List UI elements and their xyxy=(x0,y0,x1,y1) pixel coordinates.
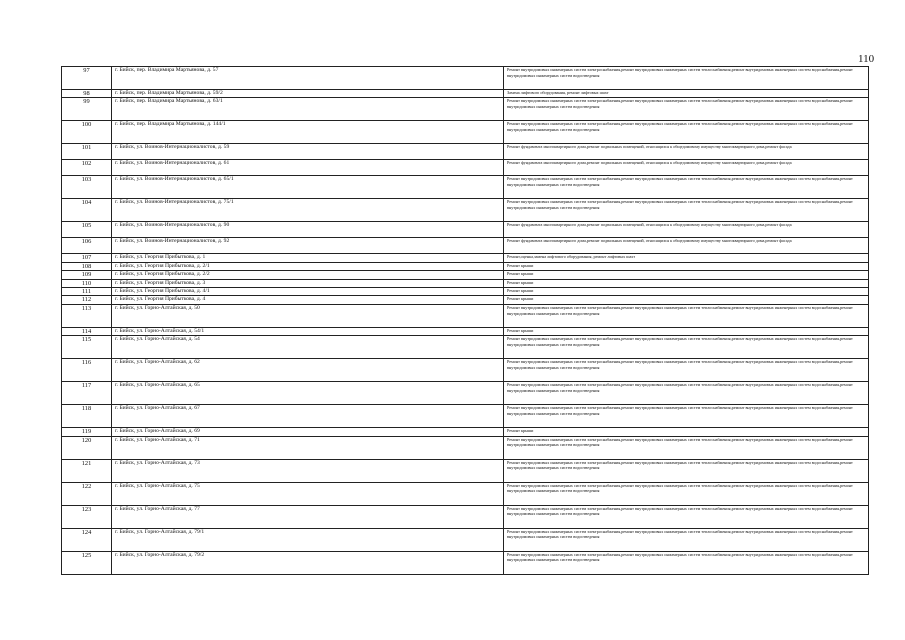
row-number: 106 xyxy=(62,238,112,254)
table-row xyxy=(62,176,869,199)
work-type-cell: Ремонт фундамента многоквартирного дома,ремонт подвальных помещений, относящихся к общедомовому имуществу многоквартирного дома,ремонт фасада xyxy=(504,238,869,254)
work-type-cell: Ремонт фундамента многоквартирного дома,ремонт подвальных помещений, относящихся к общедомовому имуществу многоквартирного дома,ремонт фасада xyxy=(504,222,869,238)
table-row xyxy=(62,271,869,279)
row-number: 100 xyxy=(62,121,112,144)
row-number: 108 xyxy=(62,262,112,270)
row-number: 107 xyxy=(62,254,112,262)
work-type-cell: Ремонт внутридомовых инженерных систем электроснабжения,ремонт внутридомовых инженерных систем теплоснабжения,ремонт внутридомовых инженерных систем водоснабжения,ремонт внутридомовых инженерных систем водоотведения xyxy=(504,528,869,551)
row-number: 114 xyxy=(62,327,112,335)
work-type-cell: Ремонт внутридомовых инженерных систем электроснабжения,ремонт внутридомовых инженерных систем теплоснабжения,ремонт внутридомовых инженерных систем водоснабжения,ремонт внутридомовых инженерных систем водоотведения xyxy=(504,482,869,505)
address-cell: г. Бийск, ул. Горно-Алтайская, д. 73 xyxy=(112,459,504,482)
row-number: 112 xyxy=(62,296,112,304)
address-cell: г. Бийск, ул. Горно-Алтайская, д. 71 xyxy=(112,436,504,459)
work-type-cell: Ремонт фундамента многоквартирного дома,ремонт подвальных помещений, относящихся к общедомовому имуществу многоквартирного дома,ремонт фасада xyxy=(504,144,869,160)
row-number: 104 xyxy=(62,199,112,222)
table-row xyxy=(62,428,869,436)
row-number: 117 xyxy=(62,382,112,405)
row-number: 120 xyxy=(62,436,112,459)
row-number: 123 xyxy=(62,505,112,528)
row-number: 116 xyxy=(62,359,112,382)
table-row xyxy=(62,67,869,90)
row-number: 113 xyxy=(62,304,112,327)
table-row xyxy=(62,160,869,176)
table-row xyxy=(62,222,869,238)
address-cell: г. Бийск, ул. Воинов-Интернационалистов, д. 75/1 xyxy=(112,199,504,222)
address-cell: г. Бийск, ул. Воинов-Интернационалистов, д. 92 xyxy=(112,238,504,254)
table-row xyxy=(62,528,869,551)
table-row xyxy=(62,199,869,222)
address-cell: г. Бийск, ул. Георгия Прибыткова, д. 4/1 xyxy=(112,288,504,296)
table-row xyxy=(62,459,869,482)
row-number: 110 xyxy=(62,279,112,287)
work-type-cell: Ремонт крыши xyxy=(504,288,869,296)
row-number: 98 xyxy=(62,90,112,98)
row-number: 121 xyxy=(62,459,112,482)
work-type-cell: Ремонт,оценка,замена лифтового оборудования, ремонт лифтовых шахт xyxy=(504,254,869,262)
work-type-cell: Ремонт крыши xyxy=(504,296,869,304)
work-type-cell: Ремонт внутридомовых инженерных систем электроснабжения,ремонт внутридомовых инженерных систем теплоснабжения,ремонт внутридомовых инженерных систем водоснабжения,ремонт внутридомовых инженерных систем водоотведения xyxy=(504,459,869,482)
address-cell: г. Бийск, ул. Георгия Прибыткова, д. 2/1 xyxy=(112,262,504,270)
row-number: 102 xyxy=(62,160,112,176)
address-cell: г. Бийск, ул. Горно-Алтайская, д. 69 xyxy=(112,428,504,436)
table-row xyxy=(62,98,869,121)
work-type-cell: Ремонт внутридомовых инженерных систем электроснабжения,ремонт внутридомовых инженерных систем теплоснабжения,ремонт внутридомовых инженерных систем водоснабжения,ремонт внутридомовых инженерных систем водоотведения xyxy=(504,98,869,121)
table-row xyxy=(62,296,869,304)
table-row xyxy=(62,238,869,254)
address-cell: г. Бийск, ул. Воинов-Интернационалистов, д. 61 xyxy=(112,160,504,176)
address-cell: г. Бийск, ул. Горно-Алтайская, д. 79/1 xyxy=(112,528,504,551)
address-cell: г. Бийск, ул. Георгия Прибыткова, д. 2/2 xyxy=(112,271,504,279)
table-row xyxy=(62,482,869,505)
table-row xyxy=(62,144,869,160)
work-type-cell: Ремонт внутридомовых инженерных систем электроснабжения,ремонт внутридомовых инженерных систем теплоснабжения,ремонт внутридомовых инженерных систем водоснабжения,ремонт внутридомовых инженерных систем водоотведения xyxy=(504,304,869,327)
row-number: 124 xyxy=(62,528,112,551)
table-row xyxy=(62,436,869,459)
address-cell: г. Бийск, пер. Владимира Мартьянова, д. 59/2 xyxy=(112,90,504,98)
work-type-cell: Ремонт крыши xyxy=(504,327,869,335)
register-body xyxy=(62,67,869,575)
address-cell: г. Бийск, ул. Горно-Алтайская, д. 62 xyxy=(112,359,504,382)
work-type-cell: Ремонт внутридомовых инженерных систем электроснабжения,ремонт внутридомовых инженерных систем теплоснабжения,ремонт внутридомовых инженерных систем водоснабжения,ремонт внутридомовых инженерных систем водоотведения xyxy=(504,176,869,199)
work-type-cell: Ремонт внутридомовых инженерных систем электроснабжения,ремонт внутридомовых инженерных систем теплоснабжения,ремонт внутридомовых инженерных систем водоснабжения,ремонт внутридомовых инженерных систем водоотведения xyxy=(504,551,869,574)
work-type-cell: Ремонт внутридомовых инженерных систем электроснабжения,ремонт внутридомовых инженерных систем теплоснабжения,ремонт внутридомовых инженерных систем водоснабжения,ремонт внутридомовых инженерных систем водоотведения xyxy=(504,505,869,528)
table-row xyxy=(62,505,869,528)
row-number: 119 xyxy=(62,428,112,436)
row-number: 111 xyxy=(62,288,112,296)
row-number: 105 xyxy=(62,222,112,238)
address-cell: г. Бийск, ул. Георгия Прибыткова, д. 3 xyxy=(112,279,504,287)
address-cell: г. Бийск, ул. Воинов-Интернационалистов, д. 65/1 xyxy=(112,176,504,199)
table-row xyxy=(62,262,869,270)
address-cell: г. Бийск, ул. Горно-Алтайская, д. 77 xyxy=(112,505,504,528)
table-row xyxy=(62,279,869,287)
address-cell: г. Бийск, ул. Горно-Алтайская, д. 54/1 xyxy=(112,327,504,335)
table-row xyxy=(62,304,869,327)
work-type-cell: Ремонт внутридомовых инженерных систем электроснабжения,ремонт внутридомовых инженерных систем теплоснабжения,ремонт внутридомовых инженерных систем водоснабжения,ремонт внутридомовых инженерных систем водоотведения xyxy=(504,199,869,222)
address-cell: г. Бийск, ул. Георгия Прибыткова, д. 1 xyxy=(112,254,504,262)
work-type-cell: Ремонт крыши xyxy=(504,428,869,436)
row-number: 101 xyxy=(62,144,112,160)
row-number: 97 xyxy=(62,67,112,90)
table-row xyxy=(62,327,869,335)
work-type-cell: Ремонт крыши xyxy=(504,271,869,279)
repair-register-table xyxy=(61,66,869,575)
work-type-cell: Ремонт фундамента многоквартирного дома,ремонт подвальных помещений, относящихся к общедомовому имуществу многоквартирного дома,ремонт фасада xyxy=(504,160,869,176)
work-type-cell: Ремонт внутридомовых инженерных систем электроснабжения,ремонт внутридомовых инженерных систем теплоснабжения,ремонт внутридомовых инженерных систем водоснабжения,ремонт внутридомовых инженерных систем водоотведения xyxy=(504,67,869,90)
work-type-cell: Ремонт крыши xyxy=(504,279,869,287)
row-number: 125 xyxy=(62,551,112,574)
address-cell: г. Бийск, пер. Владимира Мартьянова, д. 63/1 xyxy=(112,98,504,121)
address-cell: г. Бийск, ул. Воинов-Интернационалистов, д. 59 xyxy=(112,144,504,160)
work-type-cell: Ремонт внутридомовых инженерных систем электроснабжения,ремонт внутридомовых инженерных систем теплоснабжения,ремонт внутридомовых инженерных систем водоснабжения,ремонт внутридомовых инженерных систем водоотведения xyxy=(504,121,869,144)
address-cell: г. Бийск, ул. Горно-Алтайская, д. 67 xyxy=(112,405,504,428)
row-number: 99 xyxy=(62,98,112,121)
table-row xyxy=(62,288,869,296)
work-type-cell: Ремонт внутридомовых инженерных систем электроснабжения,ремонт внутридомовых инженерных систем теплоснабжения,ремонт внутридомовых инженерных систем водоснабжения,ремонт внутридомовых инженерных систем водоотведения xyxy=(504,336,869,359)
address-cell: г. Бийск, ул. Горно-Алтайская, д. 79/2 xyxy=(112,551,504,574)
work-type-cell: Ремонт внутридомовых инженерных систем электроснабжения,ремонт внутридомовых инженерных систем теплоснабжения,ремонт внутридомовых инженерных систем водоснабжения,ремонт внутридомовых инженерных систем водоотведения xyxy=(504,359,869,382)
address-cell: г. Бийск, ул. Горно-Алтайская, д. 75 xyxy=(112,482,504,505)
work-type-cell: Ремонт внутридомовых инженерных систем электроснабжения,ремонт внутридомовых инженерных систем теплоснабжения,ремонт внутридомовых инженерных систем водоснабжения,ремонт внутридомовых инженерных систем водоотведения xyxy=(504,405,869,428)
address-cell: г. Бийск, ул. Горно-Алтайская, д. 65 xyxy=(112,382,504,405)
work-type-cell: Замена лифтового оборудования, ремонт лифтовых шахт xyxy=(504,90,869,98)
row-number: 122 xyxy=(62,482,112,505)
table-row xyxy=(62,551,869,574)
table-row xyxy=(62,405,869,428)
address-cell: г. Бийск, ул. Горно-Алтайская, д. 54 xyxy=(112,336,504,359)
table-row xyxy=(62,90,869,98)
page-number: 110 xyxy=(858,53,875,65)
table-row xyxy=(62,382,869,405)
table-row xyxy=(62,336,869,359)
table-row xyxy=(62,121,869,144)
address-cell: г. Бийск, пер. Владимира Мартьянова, д. 57 xyxy=(112,67,504,90)
address-cell: г. Бийск, пер. Владимира Мартьянова, д. 144/1 xyxy=(112,121,504,144)
work-type-cell: Ремонт внутридомовых инженерных систем электроснабжения,ремонт внутридомовых инженерных систем теплоснабжения,ремонт внутридомовых инженерных систем водоснабжения,ремонт внутридомовых инженерных систем водоотведения xyxy=(504,436,869,459)
address-cell: г. Бийск, ул. Горно-Алтайская, д. 50 xyxy=(112,304,504,327)
work-type-cell: Ремонт крыши xyxy=(504,262,869,270)
table-row xyxy=(62,359,869,382)
work-type-cell: Ремонт внутридомовых инженерных систем электроснабжения,ремонт внутридомовых инженерных систем теплоснабжения,ремонт внутридомовых инженерных систем водоснабжения,ремонт внутридомовых инженерных систем водоотведения xyxy=(504,382,869,405)
row-number: 118 xyxy=(62,405,112,428)
row-number: 103 xyxy=(62,176,112,199)
row-number: 115 xyxy=(62,336,112,359)
table-row xyxy=(62,254,869,262)
address-cell: г. Бийск, ул. Воинов-Интернационалистов, д. 90 xyxy=(112,222,504,238)
address-cell: г. Бийск, ул. Георгия Прибыткова, д. 4 xyxy=(112,296,504,304)
row-number: 109 xyxy=(62,271,112,279)
